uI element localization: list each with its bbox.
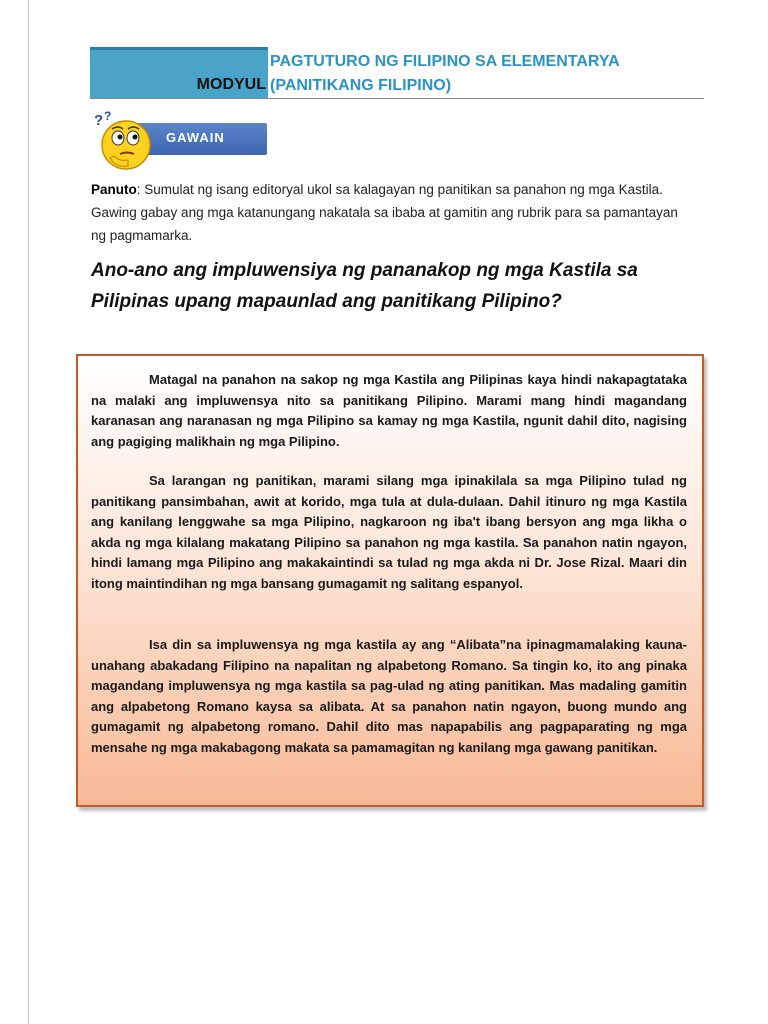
svg-text:?: ? [94,112,104,129]
modyul-label: MODYUL [196,76,266,93]
essay-paragraph-3: Isa din sa impluwensya ng mga kastila ay ang “Alibata”na ipinagmamalaking kauna-unahang abakadang Filipino na napalitan ng alpabetong Romano. Sa tingin ko, ito ang pinaka magandang impluwensya ng mga kastila sa pag-ulad ng ating panitikan. Mas madaling gamitin ang alpabetong Romano kaysa sa alibata. At sa panahon natin ngayon, buong mundo ang gumagamit ng alpabetong romano. Dahil dito mas napapabilis ang pagpaparating ng mga mensahe ng mga makabagong makata sa pamamagitan ng kanilang mga gawang panitikan. [91,637,687,755]
module-title [270,50,700,98]
gawain-badge [92,110,272,172]
module-title-line1: PAGTUTURO NG FILIPINO SA ELEMENTARYA [270,53,620,70]
modyul-tab [90,47,268,99]
instructions-label: Panuto [91,182,137,197]
page-margin-line [28,0,29,1024]
essay-box [76,354,704,807]
instructions [91,178,679,247]
guide-question: Ano-ano ang impluwensiya ng pananakop ng mga Kastila sa Pilipinas upang mapaunlad ang panitikang Pilipino? [91,260,638,312]
thinking-face-icon [92,110,156,172]
header-divider [90,98,704,99]
instructions-text: : Sumulat ng isang editoryal ukol sa kalagayan ng panitikan sa panahon ng mga Kastila. Gawing gabay ang mga katanungang nakatala sa ibaba at gamitin ang rubrik para sa pamantayan ng pagmamarka. [91,182,678,243]
svg-text:?: ? [104,110,112,123]
essay-paragraph-1: Matagal na panahon na sakop ng mga Kastila ang Pilipinas kaya hindi nakapagtataka na malaki ang impluwensya nito sa panitikang Pilipino. Marami mang hindi magandang karanasan ang naranasan ng mga Pilipino sa kamay ng mga Kastila, ngunit dahil dito, nagising ang pagiging malikhain ng mga Pilipino. [91,372,687,449]
gawain-label: GAWAIN [166,130,225,145]
module-header [90,47,704,99]
essay-paragraph-2: Sa larangan ng panitikan, marami silang mga ipinakilala sa mga Pilipino tulad ng panitikang pansimbahan, awit at korido, mga tula at dula-dulaan. Dahil itinuro ng mga Kastila ang kanilang lenggwahe sa mga Pilipino, nagkaroon ng iba't ibang bersyon ang mga likha o akda ng mga kilalang makatang Pilipino sa panahon ng mga kastila. Sa panahon natin ngayon, hindi lamang mga Pilipino ang makakaintindi sa tulad ng mga akda ni Dr. Jose Rizal. Maari din itong maintindihan ng mga bansang gumagamit ng salitang espanyol. [91,473,687,591]
module-title-line2: (PANITIKANG FILIPINO) [270,77,452,94]
